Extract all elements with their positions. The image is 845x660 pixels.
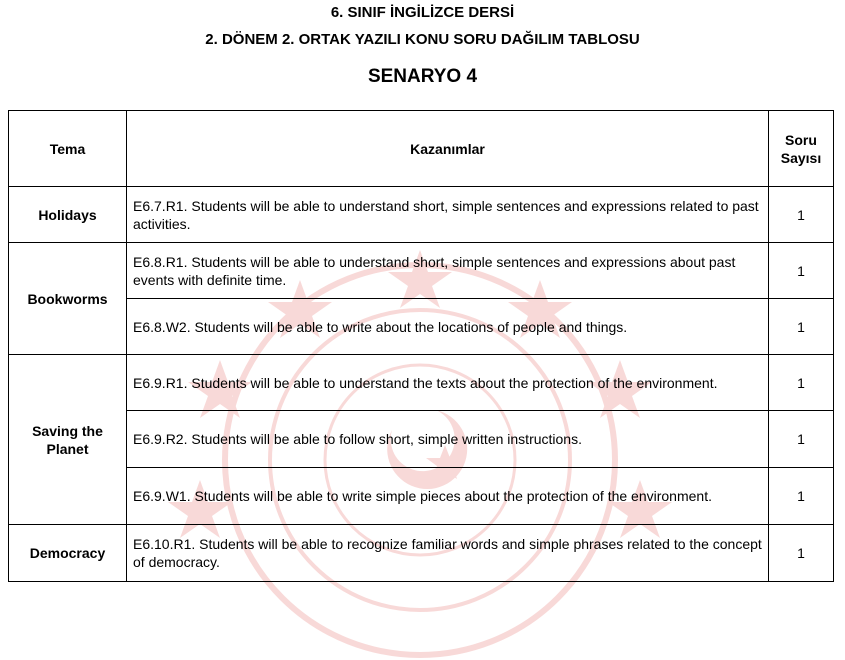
kazanim-cell: E6.9.W1. Students will be able to write simple pieces about the protection of the environment.	[127, 468, 769, 525]
header-soru-line1: Soru	[785, 131, 817, 148]
tema-cell-saving-the-planet	[9, 355, 127, 525]
topic-question-distribution-table	[8, 110, 834, 582]
tema-cell-bookworms: Bookworms	[9, 243, 127, 355]
question-count-cell: 1	[769, 187, 834, 243]
scenario-title: SENARYO 4	[367, 66, 478, 87]
header-tema: Tema	[9, 111, 127, 187]
table-row	[9, 243, 834, 299]
question-count-cell: 1	[769, 468, 834, 525]
tema-saving-line1: Saving the	[32, 422, 103, 439]
question-count-cell: 1	[769, 525, 834, 582]
table-row	[9, 525, 834, 582]
kazanim-cell: E6.7.R1. Students will be able to understand short, simple sentences and expressions related to past activities.	[127, 187, 769, 243]
table-row	[9, 468, 834, 525]
table-header-row	[9, 111, 834, 187]
table-row	[9, 187, 834, 243]
tema-saving-line2: Planet	[46, 440, 89, 457]
document-title-line-1: 6. SINIF İNGİLİZCE DERSİ	[330, 4, 515, 21]
tema-cell-holidays: Holidays	[9, 187, 127, 243]
header-kazanimlar: Kazanımlar	[127, 111, 769, 187]
kazanim-cell: E6.8.W2. Students will be able to write about the locations of people and things.	[127, 299, 769, 355]
question-count-cell: 1	[769, 411, 834, 468]
kazanim-cell: E6.8.R1. Students will be able to understand short, simple sentences and expressions about past events with definite time.	[127, 243, 769, 299]
question-count-cell: 1	[769, 355, 834, 411]
tema-cell-democracy: Democracy	[9, 525, 127, 582]
kazanim-cell: E6.9.R2. Students will be able to follow short, simple written instructions.	[127, 411, 769, 468]
table-row	[9, 299, 834, 355]
kazanim-cell: E6.9.R1. Students will be able to understand the texts about the protection of the environment.	[127, 355, 769, 411]
table-row	[9, 355, 834, 411]
kazanim-cell: E6.10.R1. Students will be able to recognize familiar words and simple phrases related to the concept of democracy.	[127, 525, 769, 582]
header-soru-sayisi	[769, 111, 834, 187]
question-count-cell: 1	[769, 243, 834, 299]
document-title-line-2: 2. DÖNEM 2. ORTAK YAZILI KONU SORU DAĞILIM TABLOSU	[205, 31, 640, 48]
table-row	[9, 411, 834, 468]
header-soru-line2: Sayısı	[780, 149, 822, 166]
question-count-cell: 1	[769, 299, 834, 355]
